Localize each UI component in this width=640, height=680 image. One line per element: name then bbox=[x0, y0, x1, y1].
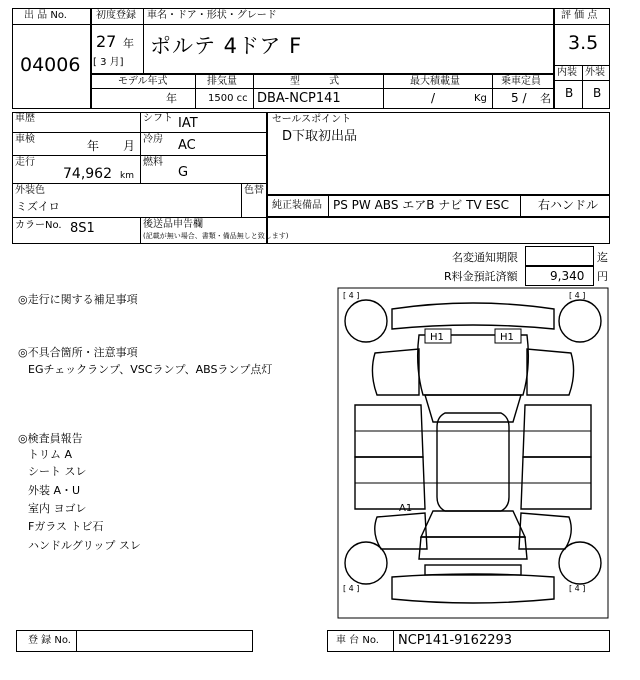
inspector-line: Fガラス トビ石 bbox=[28, 520, 104, 533]
equipment-label: 純正装備品 bbox=[272, 200, 322, 211]
car-name: ポルテ 4ドア F bbox=[150, 34, 303, 58]
sales-point-label: セールスポイント bbox=[272, 114, 352, 125]
tire-top-right bbox=[559, 300, 601, 342]
load-slash: / bbox=[431, 91, 436, 105]
interior-grade: B bbox=[565, 86, 574, 100]
mark-h1-right: H1 bbox=[500, 332, 514, 343]
front-bumper bbox=[392, 303, 554, 329]
recycle-label: R料金預託済額 bbox=[444, 270, 518, 283]
left-rear-quarter bbox=[375, 513, 427, 549]
inspector-title: ◎検査員報告 bbox=[18, 432, 83, 445]
capacity-unit: 名 bbox=[540, 92, 551, 105]
name-change-unit: 迄 bbox=[597, 251, 608, 264]
driving-notes-title: ◎走行に関する補足事項 bbox=[18, 293, 138, 306]
mileage-label: 走行 bbox=[15, 157, 35, 168]
model-year-label: モデル年式 bbox=[118, 76, 168, 87]
inspection-label: 車検 bbox=[15, 134, 35, 145]
displacement: 1500 cc bbox=[208, 93, 248, 104]
corner-bottom-left: [ 4 ] bbox=[343, 584, 360, 593]
mileage-unit: km bbox=[120, 171, 134, 181]
inspector-line: シート スレ bbox=[28, 465, 87, 478]
model-code: DBA-NCP141 bbox=[257, 91, 341, 106]
car-damage-diagram bbox=[337, 287, 609, 619]
docs-box-right bbox=[267, 217, 610, 244]
corner-top-right: [ 4 ] bbox=[569, 291, 586, 300]
model-year-unit: 年 bbox=[166, 92, 177, 105]
capacity: 5 / bbox=[511, 91, 527, 105]
reg-month: [ 3 月] bbox=[93, 57, 124, 68]
left-front-fender bbox=[372, 349, 419, 395]
exterior-label: 外装 bbox=[585, 67, 605, 78]
mileage-value: 74,962 bbox=[63, 166, 112, 182]
reg-year: 27 bbox=[96, 32, 117, 51]
recycle-unit: 円 bbox=[597, 270, 608, 283]
fuel-value: G bbox=[178, 165, 189, 180]
color-label: 外装色 bbox=[15, 185, 45, 196]
corner-bottom-right: [ 4 ] bbox=[569, 584, 586, 593]
equipment-value: PS PW ABS エアB ナビ TV ESC bbox=[333, 198, 510, 212]
mark-h1-left: H1 bbox=[430, 332, 444, 343]
displacement-label: 排気量 bbox=[207, 76, 237, 87]
car-name-label: 車名・ドア・形状・グレード bbox=[147, 10, 277, 21]
docs-note: (記載が無い場合、書類・備品無しと致します) bbox=[143, 232, 289, 240]
repaint-label: 色替 bbox=[244, 185, 264, 196]
inspection-month: 月 bbox=[123, 139, 136, 153]
shift-label: シフト bbox=[143, 113, 173, 124]
capacity-label: 乗車定員 bbox=[501, 76, 541, 87]
rear-hatch bbox=[419, 537, 527, 559]
color-no-value: 8S1 bbox=[70, 221, 95, 236]
ac-label: 冷房 bbox=[143, 134, 163, 145]
history-label: 車歴 bbox=[15, 113, 35, 124]
corner-top-left: [ 4 ] bbox=[343, 291, 360, 300]
name-change-label: 名変通知期限 bbox=[452, 251, 518, 264]
inspector-line: 室内 ヨゴレ bbox=[28, 502, 87, 515]
docs-label: 後送品申告欄 bbox=[143, 219, 203, 230]
roof bbox=[437, 413, 509, 511]
inspector-line: 外装 A・U bbox=[28, 484, 81, 497]
type-label: 型 式 bbox=[290, 76, 340, 87]
sales-point-value: D下取初出品 bbox=[282, 129, 358, 144]
lot-number: 04006 bbox=[20, 54, 81, 76]
exterior-grade: B bbox=[593, 86, 602, 100]
eval-label: 評 価 点 bbox=[561, 10, 598, 21]
rear-bumper bbox=[392, 574, 554, 603]
hood bbox=[418, 335, 529, 395]
defects-title: ◎不具合箇所・注意事項 bbox=[18, 346, 138, 359]
inspector-line: トリム A bbox=[28, 448, 73, 461]
inspector-line: ハンドルグリップ スレ bbox=[28, 539, 141, 552]
mark-a1: A1 bbox=[399, 503, 413, 514]
color-value: ミズイロ bbox=[16, 200, 60, 213]
color-no-label: カラーNo. bbox=[15, 220, 62, 231]
recycle-value: 9,340 bbox=[550, 269, 585, 283]
fuel-label: 燃料 bbox=[143, 157, 163, 168]
right-front-fender bbox=[527, 349, 574, 395]
handle-value: 右ハンドル bbox=[538, 198, 599, 212]
defects-text: EGチェックランプ、VSCランプ、ABSランプ点灯 bbox=[28, 363, 273, 376]
shift-value: IAT bbox=[178, 116, 198, 131]
first-reg-label: 初度登録 bbox=[96, 10, 136, 21]
eval-score: 3.5 bbox=[568, 32, 599, 54]
interior-label: 内装 bbox=[557, 67, 577, 78]
tire-top-left bbox=[345, 300, 387, 342]
reg-no-label: 登 録 No. bbox=[28, 635, 71, 646]
chassis-label: 車 台 No. bbox=[336, 635, 379, 646]
inspection-year: 年 bbox=[87, 139, 100, 153]
ac-value: AC bbox=[178, 138, 196, 153]
load-unit: Kg bbox=[474, 93, 487, 104]
chassis-number: NCP141-9162293 bbox=[398, 633, 513, 648]
rear-window bbox=[421, 511, 525, 537]
right-rear-quarter bbox=[519, 513, 571, 549]
reg-year-unit: 年 bbox=[123, 37, 134, 50]
lot-label: 出 品 No. bbox=[24, 10, 67, 21]
name-change-field bbox=[525, 246, 594, 266]
max-load-label: 最大積載量 bbox=[410, 76, 460, 87]
